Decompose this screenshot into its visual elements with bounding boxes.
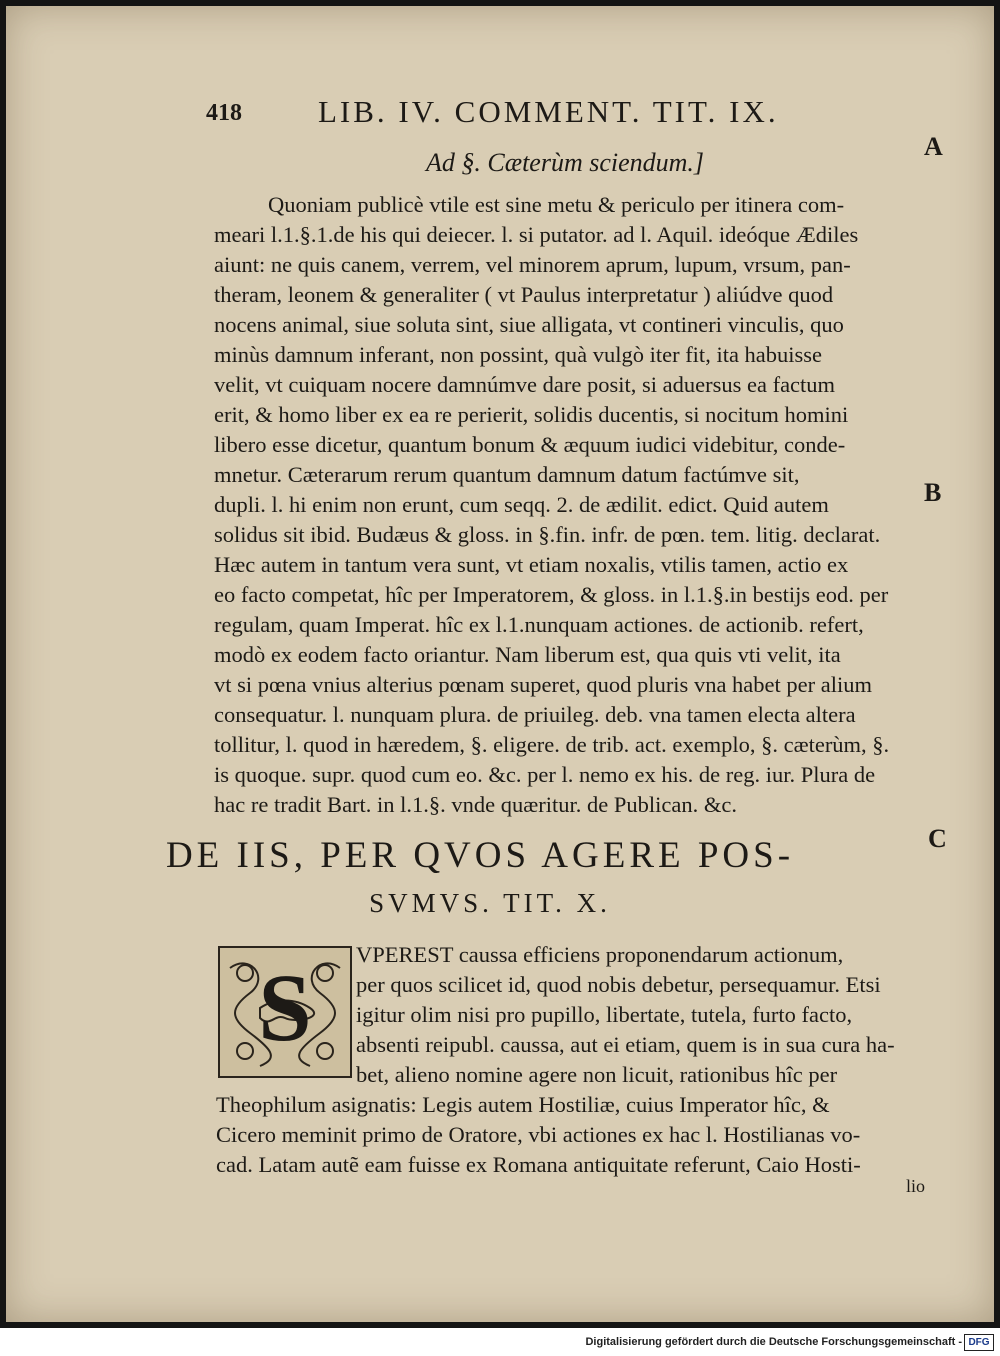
- running-head: [206, 94, 806, 134]
- text-line: igitur olim nisi pro pupillo, libertate, tutela, furto facto,: [356, 1002, 853, 1027]
- text-line: nocens animal, siue soluta sint, siue alligata, vt contineri vinculis, quo: [214, 312, 844, 337]
- text-line: hac re tradit Bart. in l.1.§. vnde quæritur. de Publican. &c.: [214, 792, 738, 817]
- text-line: modò ex eodem facto oriantur. Nam liberum est, qua quis vti velit, ita: [214, 642, 841, 667]
- text-line: vt si pœna vnius alterius pœnam superet, quod pluris vna habet per alium: [214, 672, 872, 697]
- text-line: regulam, quam Imperat. hîc ex l.1.nunquam actiones. de actionib. refert,: [214, 612, 864, 637]
- text-line: VPEREST caussa efficiens proponendarum actionum,: [356, 942, 844, 967]
- ornament-icon: [220, 948, 350, 1076]
- text-line: erit, & homo liber ex ea re perierit, solidis ducentis, si nocitum homini: [214, 402, 849, 427]
- text-line: Hæc autem in tantum vera sunt, vt etiam noxalis, vtilis tamen, actio ex: [214, 552, 849, 577]
- text-line: eo facto competat, hîc per Imperatorem, & gloss. in l.1.§.in bestijs eod. per: [214, 582, 889, 607]
- text-line: Quoniam publicè vtile est sine metu & periculo per itinera com-: [268, 192, 845, 217]
- text-line: absenti reipubl. caussa, aut ei etiam, quem is in sua cura ha-: [356, 1032, 895, 1057]
- text-line: theram, leonem & generaliter ( vt Paulus interpretatur ) aliúdve quod: [214, 282, 834, 307]
- text-line: cad. Latam autẽ eam fuisse ex Romana antiquitate referunt, Caio Hosti-: [216, 1152, 861, 1177]
- catchword: lio: [906, 1176, 926, 1196]
- section-reference: Ad §. Cæterùm sciendum.]: [426, 148, 705, 177]
- margin-marker-a: A: [924, 132, 943, 161]
- title-heading-line-1: DE IIS, PER QVOS AGERE POS-: [165, 835, 795, 876]
- text-line: Cicero meminit primo de Oratore, vbi actiones ex hac l. Hostilianas vo-: [216, 1122, 861, 1147]
- margin-marker-b: B: [924, 478, 942, 507]
- dfg-logo-icon: DFG: [964, 1334, 994, 1351]
- title-heading-line-2: SVMVS. TIT. X.: [369, 888, 611, 918]
- text-line: velit, vt cuiquam nocere damnúmve dare posit, si aduersus ea factum: [214, 372, 836, 397]
- text-line: dupli. l. hi enim non erunt, cum seqq. 2. de ædilit. edict. Quid autem: [214, 492, 829, 517]
- page-number: 418: [206, 100, 242, 126]
- text-line: tollitur, l. quod in hæredem, §. eligere. de trib. act. exemplo, §. cæterùm, §.: [214, 732, 890, 757]
- text-line: mnetur. Cæterarum rerum quantum damnum datum factúmve sit,: [214, 462, 800, 487]
- decorated-initial: [218, 946, 352, 1078]
- text-line: aiunt: ne quis canem, verrem, vel minorem aprum, lupum, vrsum, pan-: [214, 252, 851, 277]
- text-line: per quos scilicet id, quod nobis debetur, persequamur. Etsi: [356, 972, 881, 997]
- text-line: Theophilum asignatis: Legis autem Hostiliæ, cuius Imperator hîc, &: [216, 1092, 830, 1117]
- book-page: [6, 6, 994, 1322]
- margin-marker-c: C: [928, 824, 947, 853]
- text-line: minùs damnum inferant, non possint, quà vulgò iter fit, ita habuisse: [214, 342, 823, 367]
- text-line: meari l.1.§.1.de his qui deiecer. l. si putator. ad l. Aquil. ideóque Ædiles: [214, 222, 859, 247]
- text-line: solidus sit ibid. Budæus & gloss. in §.fin. infr. de pœn. tem. litig. declarat.: [214, 522, 881, 547]
- running-title: LIB. IV. COMMENT. TIT. IX.: [318, 94, 779, 129]
- footer-credit: Digitalisierung gefördert durch die Deutsche Forschungsgemeinschaft -: [585, 1336, 962, 1348]
- text-line: bet, alieno nomine agere non licuit, rationibus hîc per: [356, 1062, 838, 1087]
- text-line: consequatur. l. nunquam plura. de priuileg. deb. vna tamen electa altera: [214, 702, 856, 727]
- text-line: is quoque. supr. quod cum eo. &c. per l. nemo ex his. de reg. iur. Plura de: [214, 762, 876, 787]
- footer-bar: [0, 1328, 1000, 1356]
- text-line: libero esse dicetur, quantum bonum & æquum iudici videbitur, conde-: [214, 432, 846, 457]
- initial-letter: S: [258, 954, 312, 1061]
